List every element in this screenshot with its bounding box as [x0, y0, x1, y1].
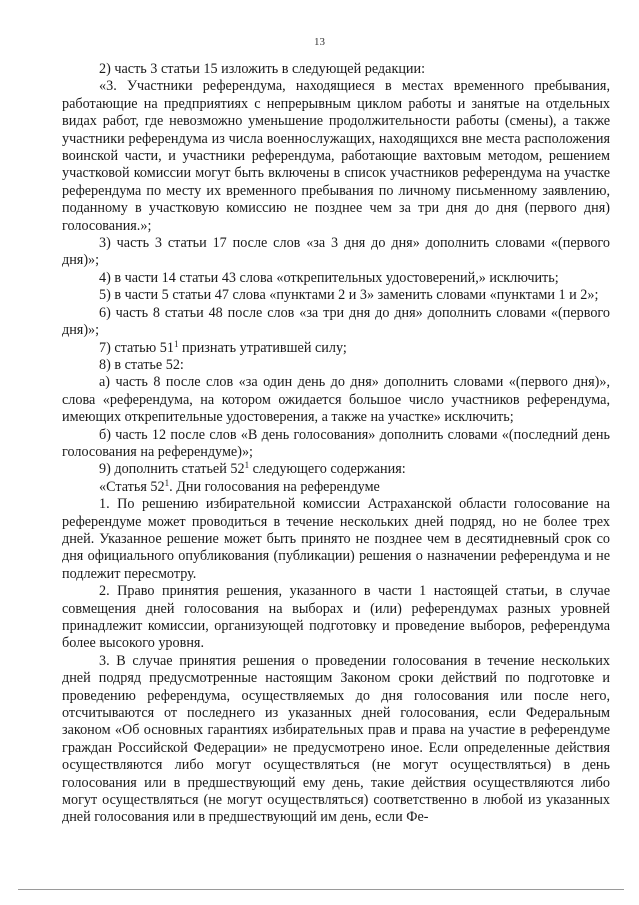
paragraph-item-8a: а) часть 8 после слов «за один день до дня» дополнить словами «(первого дня)», слова «референдума, на котором ожидается большое число участников референдума, имеющих открепительные удостоверения, а также на участке» исключить;	[62, 374, 610, 426]
paragraph-item-8b: б) часть 12 после слов «В день голосования» дополнить словами «(последний день голосования на референдуме)»;	[62, 426, 610, 460]
page-bottom-rule	[18, 889, 624, 890]
article-heading-pre: «Статья 52	[99, 478, 165, 495]
paragraph-item-7-post: признать утратившей силу;	[178, 339, 347, 356]
paragraph-item-8: 8) в статье 52:	[99, 356, 184, 373]
document-body	[62, 61, 610, 827]
article-heading-post: . Дни голосования на референдуме	[169, 478, 380, 495]
paragraph-item-5: 5) в части 5 статьи 47 слова «пунктами 2 и 3» заменить словами «пунктами 1 и 2»;	[99, 287, 599, 304]
superscript: 1	[164, 477, 170, 488]
paragraph-item-9-pre: 9) дополнить статьей 52	[99, 461, 245, 478]
page-number: 13	[314, 36, 325, 48]
paragraph-item-9	[62, 461, 610, 478]
paragraph-item-9-post: следующего содержания:	[249, 461, 406, 478]
paragraph-item-3: 3) часть 3 статьи 17 после слов «за 3 дня до дня» дополнить словами «(первого дня)»;	[62, 235, 610, 269]
article-part-1: 1. По решению избирательной комиссии Астраханской области голосование на референдуме может проводиться в течение нескольких дней подряд, но не более трех дней. Указанное решение может быть принято не позднее чем в десятидневный срок со дня официального опубликования (публикации) решения о назначении референдума и не подлежит пересмотру.	[62, 496, 610, 582]
paragraph-item-2: 2) часть 3 статьи 15 изложить в следующей редакции:	[99, 61, 426, 77]
article-heading	[62, 479, 610, 496]
paragraph-item-7-pre: 7) статью 51	[99, 339, 174, 356]
paragraph-item-7	[62, 340, 610, 357]
paragraph-item-4: 4) в части 14 статьи 43 слова «открепительных удостоверений,» исключить;	[99, 269, 559, 286]
paragraph-quoted-part-3: «3. Участники референдума, находящиеся в местах временного пребывания, работающие на предприятиях с непрерывным циклом работы и занятые на отдельных видах работ, где невозможно уменьшение продолжительности работы (смены), а также участники референдума из числа военнослужащих, находящихся вне места расположения воинской части, и участники референдума, работающие вахтовым методом, решением участковой комиссии могут быть включены в список участников референдума на участке референдума по месту их временного пребывания по личному письменному заявлению, поданному в участковую комиссию не позднее чем за три дня до дня (первого дня) голосования.»;	[62, 78, 610, 234]
superscript: 1	[173, 338, 179, 349]
article-part-2: 2. Право принятия решения, указанного в части 1 настоящей статьи, в случае совмещения дней голосования на выборах и (или) референдумах разных уровней принадлежит комиссии, организующей подготовку и проведение выборов, референдума более высокого уровня.	[62, 583, 610, 652]
superscript: 1	[244, 460, 250, 471]
article-part-3: 3. В случае принятия решения о проведении голосования в течение нескольких дней подряд предусмотренные настоящим Законом сроки действий по подготовке и проведению референдума, осуществляемых до дня голосования или после него, отсчитываются от последнего из указанных дней голосования, если Федеральным законом «Об основных гарантиях избирательных прав и права на участие в референдуме граждан Российской Федерации» не предусмотрено иное. Если определенные действия осуществляются либо могут осуществляться (не могут осуществляться) в день голосования или в предшествующий ему день, такие действия осуществляются либо могут осуществляться (не могут осуществляться) соответственно в любой из указанных дней голосования или в предшествующий им день, если Фе-	[62, 652, 610, 826]
paragraph-item-6: 6) часть 8 статьи 48 после слов «за три дня до дня» дополнить словами «(первого дня)»;	[62, 304, 610, 339]
